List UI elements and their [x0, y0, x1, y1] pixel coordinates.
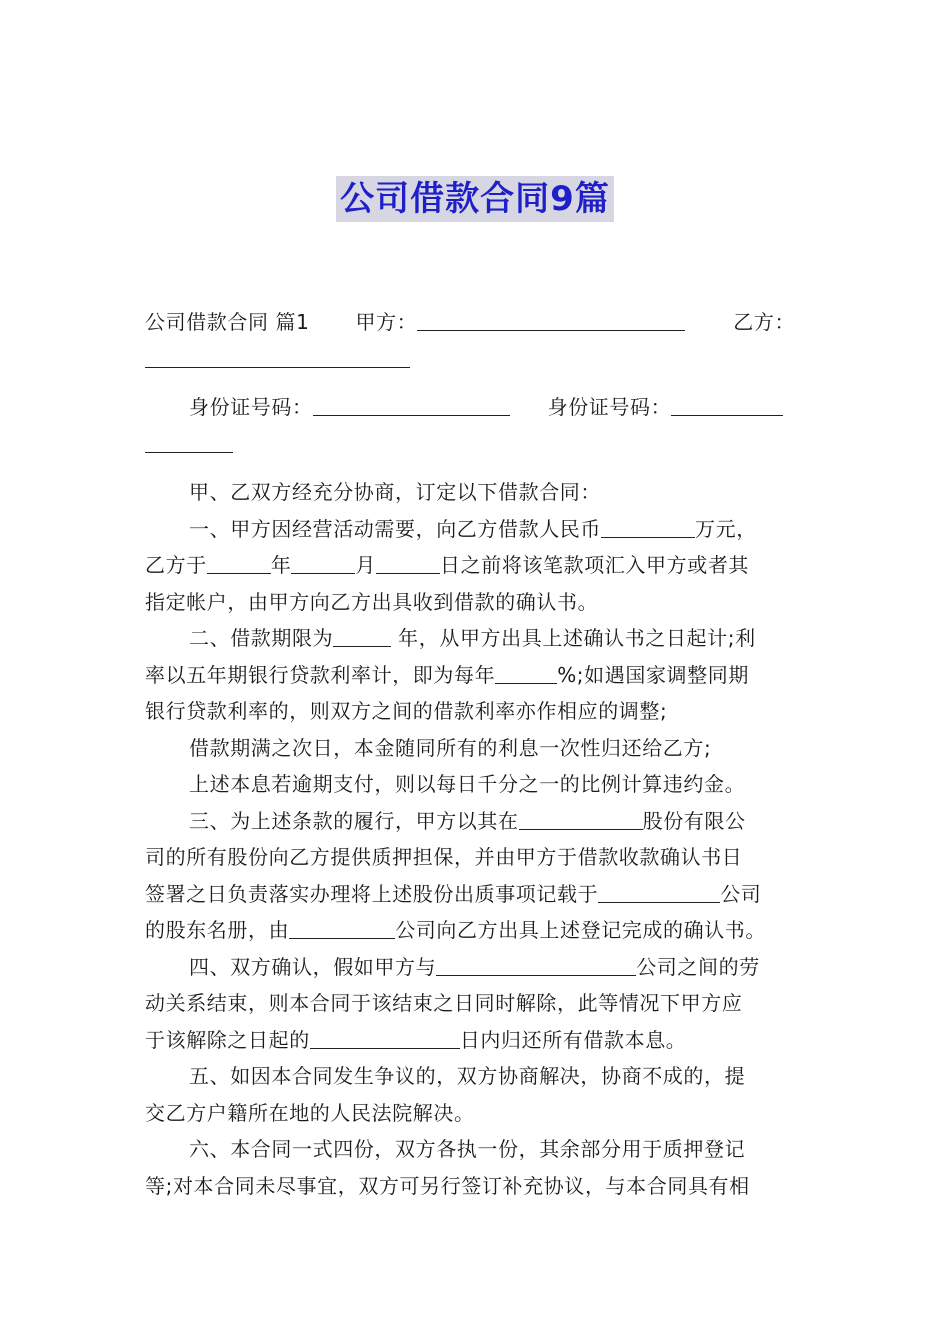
paragraph-4-line-3: [145, 1022, 808, 1059]
term-blank: [333, 624, 391, 647]
intro-text: 甲、乙双方经充分协商，订定以下借款合同：: [189, 480, 601, 504]
party-b-label: 乙方：: [733, 310, 796, 334]
id-a-label: 身份证号码：: [189, 395, 313, 419]
p5-text-a: 五、如因本合同发生争议的，双方协商解决，协商不成的，提: [189, 1064, 746, 1088]
p2-text-e: 银行贷款利率的，则双方之间的借款利率亦作相应的调整;: [145, 699, 668, 723]
party-b-blank: [145, 345, 410, 368]
p1-text-f: 日之前将该笔款项汇入甲方或者其: [440, 553, 750, 577]
p3-text-a: 三、为上述条款的履行，甲方以其在: [189, 808, 519, 833]
company-blank-2: [598, 880, 720, 903]
paragraph-4-line-1: [145, 949, 808, 986]
p4-text-c: 动关系结束，则本合同于该结束之日同时解除，此等情况下甲方应: [145, 991, 743, 1015]
day-blank: [376, 551, 440, 574]
contract-body: [145, 304, 808, 1204]
p2-text-b: 年，从甲方出具上述确认书之日起计;利: [391, 626, 756, 650]
p1-text-e: 月: [355, 553, 377, 577]
company-blank-4: [436, 953, 636, 976]
document-title: 公司借款合同9篇: [336, 176, 614, 222]
paragraph-2-line-5: [145, 766, 808, 803]
p2-text-d: %;如遇国家调整同期: [557, 662, 749, 687]
p1-text-a: 一、甲方因经营活动需要，向乙方借款人民币: [189, 516, 601, 541]
p1-text-b: 万元，: [695, 516, 757, 541]
amount-blank: [601, 515, 695, 538]
id-b-label: 身份证号码：: [547, 395, 672, 419]
paragraph-intro: [145, 474, 808, 511]
header-line-2: [145, 341, 808, 378]
paragraph-2-line-2: [145, 657, 808, 694]
party-a-blank: [417, 308, 685, 331]
p2-text-a: 二、借款期限为: [189, 626, 334, 650]
company-blank-3: [289, 916, 395, 939]
party-a-label: 甲方：: [355, 310, 418, 334]
paragraph-5-line-1: [145, 1058, 808, 1095]
paragraph-3-line-2: [145, 839, 808, 876]
year-blank: [207, 551, 271, 574]
paragraph-1-line-3: [145, 584, 808, 621]
p2-text-f: 借款期满之次日，本金随同所有的利息一次性归还给乙方;: [189, 735, 712, 760]
p4-text-b: 公司之间的劳: [636, 954, 760, 979]
rate-blank: [495, 661, 557, 684]
paragraph-3-line-4: [145, 912, 808, 949]
company-blank-1: [519, 807, 643, 830]
p4-text-a: 四、双方确认，假如甲方与: [189, 954, 437, 979]
paragraph-6-line-1: [145, 1131, 808, 1168]
p3-text-b: 股份有限公: [642, 808, 746, 833]
contract-heading: 公司借款合同 篇1: [145, 310, 310, 334]
id-b-blank: [671, 393, 783, 416]
paragraph-4-line-2: [145, 985, 808, 1022]
p1-text-g: 指定帐户，由甲方向乙方出具收到借款的确认书。: [145, 589, 599, 614]
paragraph-1-line-1: [145, 511, 808, 548]
header-line: [145, 304, 808, 341]
id-a-blank: [313, 393, 510, 416]
p1-text-d: 年: [270, 553, 292, 577]
p2-text-g: 上述本息若逾期支付，则以每日千分之一的比例计算违约金。: [189, 772, 746, 796]
id-line: [145, 389, 808, 426]
p3-text-g: 公司向乙方出具上述登记完成的确认书。: [395, 918, 767, 942]
paragraph-2-line-4: [145, 730, 808, 767]
paragraph-3-line-1: [145, 803, 808, 840]
p3-text-f: 的股东名册，由: [145, 918, 290, 942]
paragraph-2-line-1: [145, 620, 808, 657]
title-container: [0, 176, 950, 222]
paragraph-2-line-3: [145, 693, 808, 730]
paragraph-3-line-3: [145, 876, 808, 913]
p2-text-c: 率以五年期银行贷款利率计，即为每年: [145, 662, 496, 687]
days-blank: [310, 1026, 460, 1049]
p3-text-d: 签署之日负责落实办理将上述股份出质事项记载于: [145, 881, 599, 906]
p4-text-e: 日内归还所有借款本息。: [459, 1027, 687, 1052]
id-line-2: [145, 426, 808, 463]
id-b-blank-cont: [145, 430, 233, 453]
p6-text-b: 等;对本合同未尽事宜，双方可另行签订补充协议，与本合同具有相: [145, 1173, 750, 1198]
p5-text-b: 交乙方户籍所在地的人民法院解决。: [145, 1100, 475, 1125]
paragraph-1-line-2: [145, 547, 808, 584]
p4-text-d: 于该解除之日起的: [145, 1027, 310, 1052]
p3-text-e: 公司: [720, 881, 762, 906]
p6-text-a: 六、本合同一式四份，双方各执一份，其余部分用于质押登记: [189, 1137, 746, 1161]
paragraph-6-line-2: [145, 1168, 808, 1205]
p3-text-c: 司的所有股份向乙方提供质押担保，并由甲方于借款收款确认书日: [145, 845, 743, 869]
paragraph-5-line-2: [145, 1095, 808, 1132]
month-blank: [291, 551, 355, 574]
p1-text-c: 乙方于: [145, 553, 207, 577]
